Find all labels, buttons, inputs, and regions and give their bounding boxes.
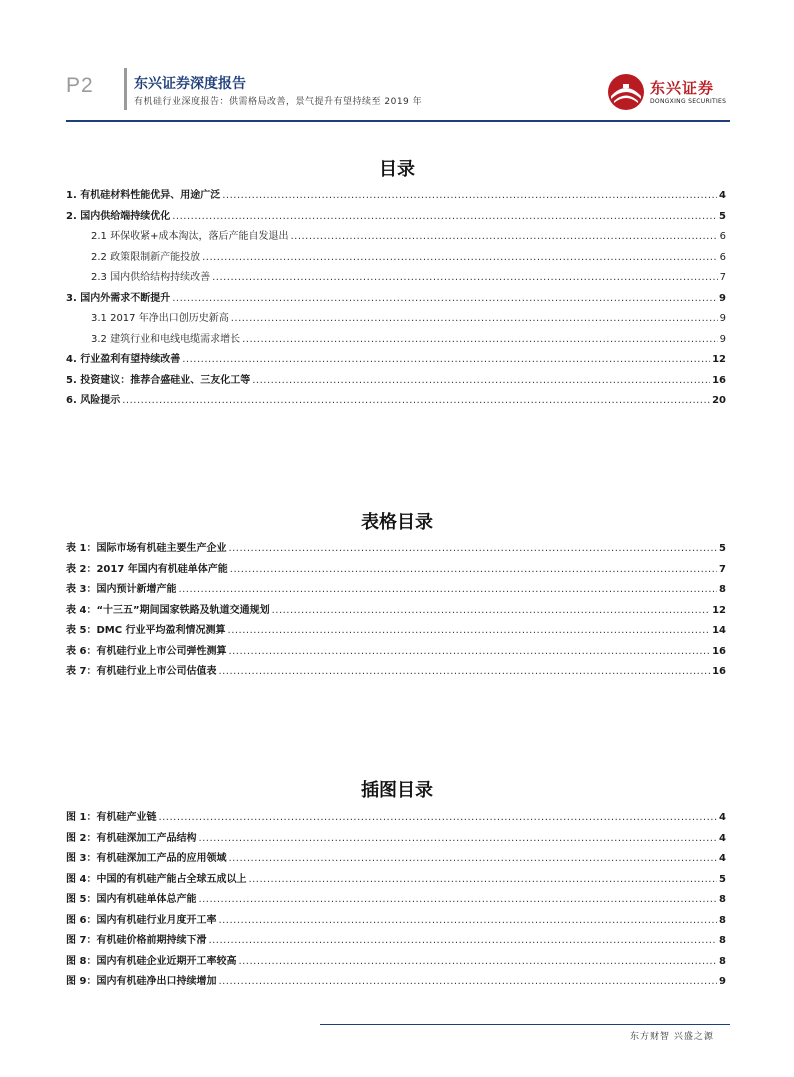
report-subtitle: 有机硅行业深度报告：供需格局改善，景气提升有望持续至 2019 年 bbox=[134, 97, 423, 107]
toc-entry-page-number: 9 bbox=[719, 333, 726, 345]
dot-leader bbox=[172, 293, 717, 304]
dot-leader bbox=[158, 812, 717, 823]
table-index-entry-page-number: 8 bbox=[719, 584, 726, 595]
header-divider bbox=[124, 68, 127, 110]
figures-index-list bbox=[66, 808, 726, 993]
figure-index-entry-label: 图 3：有机硅深加工产品的应用领域 bbox=[66, 853, 227, 864]
toc-entry-page-number: 7 bbox=[719, 272, 726, 283]
table-index-entry[interactable] bbox=[66, 621, 726, 642]
dot-leader bbox=[231, 313, 718, 324]
table-index-entry[interactable] bbox=[66, 560, 726, 581]
figure-index-entry-page-number: 4 bbox=[719, 832, 726, 844]
table-index-entry-label: 表 1：国际市场有机硅主要生产企业 bbox=[66, 543, 227, 554]
dot-leader bbox=[212, 272, 718, 283]
dot-leader bbox=[238, 956, 717, 967]
table-index-entry-label: 表 6：有机硅行业上市公司弹性测算 bbox=[66, 645, 227, 657]
toc-entry-label: 2.2 政策限制新产能投放 bbox=[91, 251, 201, 263]
table-index-entry-label: 表 3：国内预计新增产能 bbox=[66, 584, 177, 595]
dot-leader bbox=[228, 646, 710, 657]
toc-entry-label: 4. 行业盈利有望持续改善 bbox=[66, 354, 181, 365]
figure-index-entry-label: 图 7：有机硅价格前期持续下滑 bbox=[66, 935, 207, 946]
dot-leader bbox=[228, 543, 717, 554]
dot-leader bbox=[208, 935, 717, 946]
toc-entry[interactable] bbox=[66, 268, 726, 289]
dot-leader bbox=[198, 833, 717, 844]
figure-index-entry-page-number: 5 bbox=[719, 873, 726, 885]
logo-chinese-name: 东兴证券 bbox=[650, 79, 715, 97]
table-index-entry-label: 表 2：2017 年国内有机硅单体产能 bbox=[66, 563, 228, 575]
figure-index-entry[interactable] bbox=[66, 849, 726, 870]
toc-entry[interactable] bbox=[66, 186, 726, 207]
toc-entry-label: 3.2 建筑行业和电线电缆需求增长 bbox=[91, 333, 241, 345]
table-index-entry-page-number: 16 bbox=[712, 666, 726, 677]
toc-entry-page-number: 9 bbox=[719, 292, 726, 304]
figure-index-entry-page-number: 9 bbox=[719, 976, 726, 987]
toc-entry-page-number: 4 bbox=[719, 190, 726, 201]
toc-entry-page-number: 12 bbox=[712, 354, 726, 365]
toc-entry-label: 5. 投资建议：推荐合盛硅业、三友化工等 bbox=[66, 374, 251, 386]
figure-index-entry-label: 图 4：中国的有机硅产能占全球五成以上 bbox=[66, 873, 247, 885]
toc-entry-label: 6. 风险提示 bbox=[66, 395, 121, 406]
toc-entry[interactable] bbox=[66, 289, 726, 310]
toc-entry[interactable] bbox=[66, 371, 726, 392]
figure-index-entry[interactable] bbox=[66, 808, 726, 829]
figure-index-entry-page-number: 8 bbox=[719, 914, 726, 926]
toc-entry-page-number: 20 bbox=[712, 395, 726, 406]
contents-title: 目录 bbox=[379, 159, 415, 180]
dot-leader bbox=[198, 894, 717, 905]
toc-entry-page-number: 9 bbox=[719, 313, 726, 324]
page-number: P2 bbox=[66, 74, 94, 97]
dot-leader bbox=[218, 976, 717, 987]
dot-leader bbox=[248, 874, 717, 885]
footer-rule bbox=[320, 1024, 730, 1025]
figure-index-entry[interactable] bbox=[66, 829, 726, 850]
toc-entry-label: 2.1 环保收紧+成本淘汰，落后产能自发退出 bbox=[91, 231, 289, 242]
toc-entry-page-number: 16 bbox=[712, 374, 726, 386]
page-header bbox=[66, 68, 730, 120]
figure-index-entry[interactable] bbox=[66, 972, 726, 993]
figure-index-entry[interactable] bbox=[66, 952, 726, 973]
dot-leader bbox=[202, 252, 718, 263]
toc-entry-label: 2. 国内供给端持续优化 bbox=[66, 210, 171, 222]
figure-index-entry-page-number: 8 bbox=[719, 935, 726, 946]
toc-entry[interactable] bbox=[66, 227, 726, 248]
figure-index-entry-page-number: 4 bbox=[719, 853, 726, 864]
dot-leader bbox=[218, 666, 710, 677]
dot-leader bbox=[242, 334, 718, 345]
toc-entry[interactable] bbox=[66, 248, 726, 269]
toc-entry[interactable] bbox=[66, 330, 726, 351]
toc-entry[interactable] bbox=[66, 391, 726, 412]
dot-leader bbox=[228, 853, 717, 864]
table-index-entry[interactable] bbox=[66, 580, 726, 601]
figure-index-entry-page-number: 8 bbox=[719, 894, 726, 905]
table-index-entry-page-number: 12 bbox=[712, 604, 726, 616]
table-index-entry[interactable] bbox=[66, 662, 726, 683]
table-index-entry-page-number: 16 bbox=[712, 645, 726, 657]
figure-index-entry-label: 图 9：国内有机硅净出口持续增加 bbox=[66, 976, 217, 987]
table-index-entry-page-number: 14 bbox=[712, 625, 726, 636]
figure-index-entry[interactable] bbox=[66, 931, 726, 952]
company-logo bbox=[606, 72, 730, 112]
table-index-entry-page-number: 7 bbox=[719, 563, 726, 575]
toc-entry-page-number: 5 bbox=[719, 210, 726, 222]
dot-leader bbox=[178, 584, 717, 595]
table-index-entry[interactable] bbox=[66, 539, 726, 560]
toc-entry-label: 1. 有机硅材料性能优异、用途广泛 bbox=[66, 190, 221, 201]
dot-leader bbox=[218, 915, 717, 926]
table-index-entry-page-number: 5 bbox=[719, 543, 726, 554]
figure-index-entry-label: 图 6：国内有机硅行业月度开工率 bbox=[66, 914, 217, 926]
toc-entry-label: 3. 国内外需求不断提升 bbox=[66, 292, 171, 304]
tables-index-list bbox=[66, 539, 726, 683]
toc-entry[interactable] bbox=[66, 207, 726, 228]
figure-index-entry[interactable] bbox=[66, 890, 726, 911]
table-index-entry-label: 表 7：有机硅行业上市公司估值表 bbox=[66, 666, 217, 677]
dot-leader bbox=[182, 354, 710, 365]
dot-leader bbox=[252, 375, 710, 386]
toc-entry-label: 3.1 2017 年净出口创历史新高 bbox=[91, 313, 229, 324]
dot-leader bbox=[122, 395, 710, 406]
toc-entry[interactable] bbox=[66, 350, 726, 371]
figure-index-entry-label: 图 5：国内有机硅单体总产能 bbox=[66, 894, 197, 905]
figure-index-entry-label: 图 8：国内有机硅企业近期开工率较高 bbox=[66, 955, 237, 967]
figure-index-entry-label: 图 2：有机硅深加工产品结构 bbox=[66, 832, 197, 844]
dot-leader bbox=[172, 211, 717, 222]
header-rule bbox=[66, 120, 730, 122]
dot-leader bbox=[228, 625, 711, 636]
figures-index-title: 插图目录 bbox=[361, 780, 433, 801]
figure-index-entry-label: 图 1：有机硅产业链 bbox=[66, 812, 157, 823]
table-index-entry[interactable] bbox=[66, 601, 726, 622]
tables-index-title: 表格目录 bbox=[361, 512, 433, 533]
figure-index-entry[interactable] bbox=[66, 870, 726, 891]
table-index-entry[interactable] bbox=[66, 642, 726, 663]
dot-leader bbox=[230, 564, 717, 575]
toc-entry-page-number: 6 bbox=[719, 251, 726, 263]
logo-emblem-icon bbox=[606, 72, 646, 112]
toc-entry-label: 2.3 国内供给结构持续改善 bbox=[91, 272, 211, 283]
figure-index-entry-page-number: 4 bbox=[719, 812, 726, 823]
toc-entry[interactable] bbox=[66, 309, 726, 330]
table-index-entry-label: 表 5：DMC 行业平均盈利情况测算 bbox=[66, 625, 226, 636]
dot-leader bbox=[272, 605, 710, 616]
figure-index-entry[interactable] bbox=[66, 911, 726, 932]
figure-index-entry-page-number: 8 bbox=[719, 955, 726, 967]
table-index-entry-label: 表 4：“十三五”期间国家铁路及轨道交通规划 bbox=[66, 604, 270, 616]
toc-entry-page-number: 6 bbox=[719, 231, 726, 242]
footer-slogan: 东方财智 兴盛之源 bbox=[630, 1032, 714, 1042]
dot-leader bbox=[222, 190, 717, 201]
dot-leader bbox=[290, 231, 717, 242]
contents-list bbox=[66, 186, 726, 412]
logo-english-name: DONGXING SECURITIES bbox=[650, 98, 727, 105]
report-title: 东兴证券深度报告 bbox=[134, 76, 246, 92]
